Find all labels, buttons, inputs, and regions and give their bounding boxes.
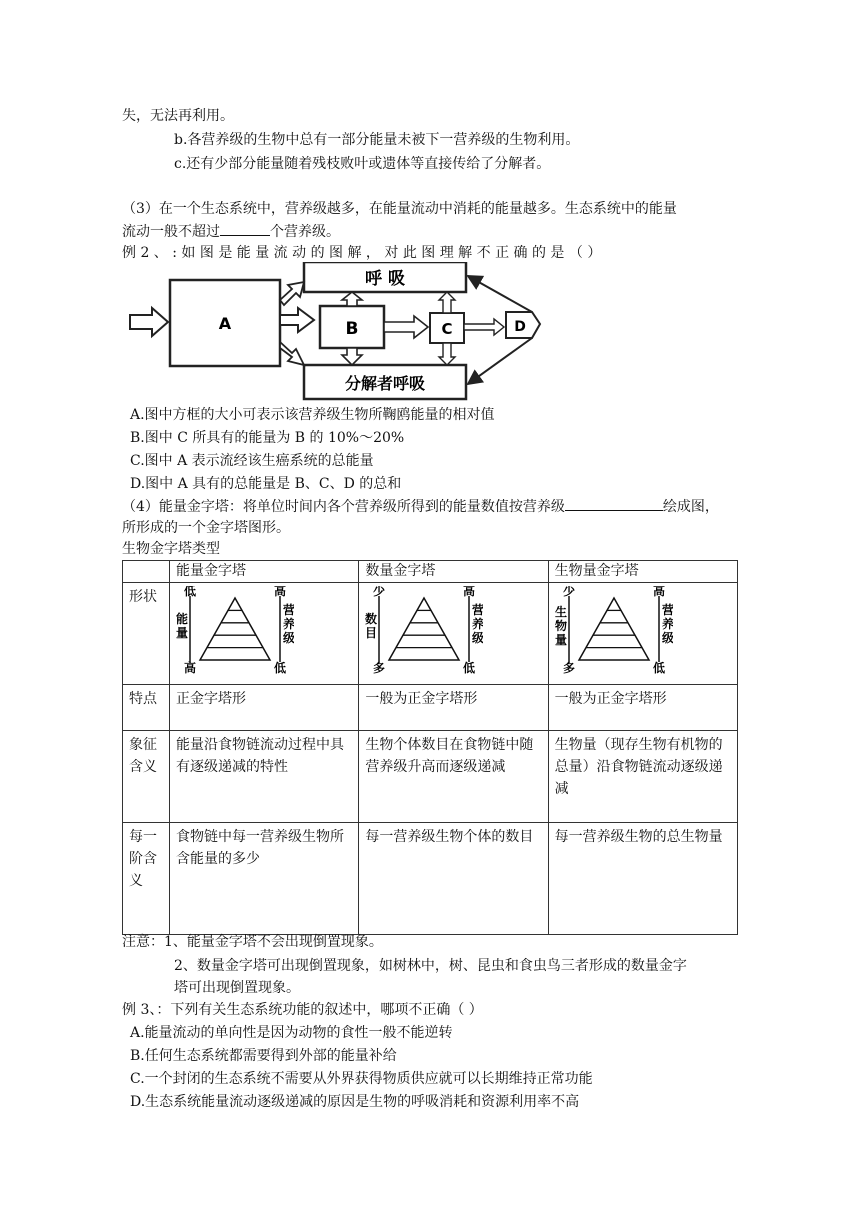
text-fragment: （4）能量金字塔：将单位时间内各个营养级所得到的能量数值按营养级 bbox=[122, 499, 565, 515]
pyramid-cell bbox=[359, 583, 548, 685]
pyramid-shape bbox=[200, 598, 270, 660]
axis-left-label-char: 能 bbox=[176, 612, 189, 626]
example-2-stem: 例 2 、 : 如 图 是 能 量 流 动 的 图 解 ， 对 此 图 理 解 不 正 确 的 是 （ ） bbox=[122, 245, 602, 261]
energy-flow-diagram bbox=[128, 262, 688, 402]
axis-right-label-char: 养 bbox=[661, 617, 673, 631]
axis-left-label-char: 量 bbox=[554, 633, 567, 647]
table-cell: 生物个体数目在食物链中随营养级升高而逐级递减 bbox=[359, 731, 548, 823]
respiration-label: 呼 吸 bbox=[365, 269, 405, 289]
axis-right-label-char: 养 bbox=[472, 617, 484, 631]
table-cell: 能量沿食物链流动过程中具有逐级递减的特性 bbox=[170, 731, 359, 823]
axis-bottom-left-label: 高 bbox=[183, 661, 197, 674]
axis-bottom-right-label: 低 bbox=[273, 661, 287, 674]
row-label-feature: 特点 bbox=[123, 685, 170, 731]
option-c: C.图中 A 表示流经该生癌系统的总能量 bbox=[130, 453, 374, 469]
table-cell: 一般为正金字塔形 bbox=[359, 685, 548, 731]
table-cell: 每一营养级生物个体的数目 bbox=[359, 823, 548, 935]
box-c-label: C bbox=[441, 320, 453, 338]
energy-pyramid-figure bbox=[176, 586, 294, 674]
axis-bottom-left-label: 多 bbox=[373, 661, 386, 674]
text-line bbox=[122, 221, 340, 242]
text-fragment: 流动一般不超过 bbox=[122, 224, 220, 240]
axis-left-label bbox=[365, 611, 377, 640]
option-d: D.图中 A 具有的总能量是 B、C、D 的总和 bbox=[130, 476, 402, 492]
axis-top-right-label: 高 bbox=[463, 586, 476, 598]
table-cell: 正金字塔形 bbox=[170, 685, 359, 731]
axis-top-right-label: 高 bbox=[652, 586, 665, 598]
table-row bbox=[123, 583, 738, 685]
box-a-label: A bbox=[218, 314, 232, 333]
axis-left-label-char: 物 bbox=[554, 619, 567, 633]
axis-right-label bbox=[472, 602, 483, 645]
axis-left-label-char: 量 bbox=[176, 626, 189, 640]
option-d: D.生态系统能量流动逐级递减的原因是生物的呼吸消耗和资源利用率不高 bbox=[130, 1094, 580, 1110]
option-a: A.图中方框的大小可表示该营养级生物所鞠鸥能量的相对值 bbox=[130, 407, 495, 423]
axis-bottom-right-label: 低 bbox=[463, 661, 476, 674]
box-b-label: B bbox=[345, 319, 359, 339]
axis-right-label-char: 级 bbox=[472, 631, 484, 645]
pyramid-cell bbox=[548, 583, 737, 685]
text-line: 失，无法再利用。 bbox=[122, 108, 234, 124]
axis-right-label-char: 养 bbox=[282, 617, 294, 631]
answer-blank bbox=[565, 496, 663, 511]
table-caption: 生物金字塔类型 bbox=[122, 541, 220, 557]
axis-right-label-char: 级 bbox=[282, 631, 294, 645]
decomposer-label: 分解者呼吸 bbox=[344, 374, 426, 393]
table-row bbox=[123, 823, 738, 935]
axis-right-label-char: 级 bbox=[661, 631, 673, 645]
table-corner-cell bbox=[123, 561, 170, 583]
option-c: C.一个封闭的生态系统不需要从外界获得物质供应就可以长期维持正常功能 bbox=[130, 1071, 593, 1087]
table-cell: 每一营养级生物的总生物量 bbox=[548, 823, 737, 935]
pyramid-cell bbox=[170, 583, 359, 685]
option-a: A.能量流动的单向性是因为动物的食性一般不能逆转 bbox=[130, 1025, 453, 1041]
axis-top-left-label: 低 bbox=[183, 586, 197, 598]
axis-right-label-char: 营 bbox=[661, 603, 673, 617]
note-2-cont: 塔可出现倒置现象。 bbox=[174, 980, 300, 996]
table-header-cell: 数量金字塔 bbox=[359, 561, 548, 583]
pyramid-types-table bbox=[122, 560, 738, 935]
axis-right-label-char: 营 bbox=[472, 603, 484, 617]
text-fragment: 绘成图， bbox=[662, 499, 719, 515]
axis-top-left-label: 少 bbox=[562, 586, 575, 598]
text-line: （3）在一个生态系统中，营养级越多，在能量流动中消耗的能量越多。生态系统中的能量 bbox=[122, 201, 677, 217]
pyramid-shape bbox=[389, 598, 459, 660]
text-line: b.各营养级的生物中总有一部分能量未被下一营养级的生物利用。 bbox=[174, 132, 580, 148]
axis-left-label bbox=[176, 611, 188, 640]
axis-right-label bbox=[283, 602, 294, 645]
axis-left-label-char: 生 bbox=[554, 605, 567, 619]
table-cell: 一般为正金字塔形 bbox=[548, 685, 737, 731]
example-3-stem: 例 3、：下列有关生态系统功能的叙述中，哪项不正确（ ） bbox=[122, 1002, 483, 1018]
text-fragment: 个营养级。 bbox=[270, 224, 340, 240]
box-d-label: D bbox=[514, 319, 526, 335]
axis-right-label bbox=[662, 602, 673, 645]
axis-top-right-label: 高 bbox=[273, 586, 287, 598]
table-header-cell: 能量金字塔 bbox=[170, 561, 359, 583]
table-row bbox=[123, 685, 738, 731]
table-header-row bbox=[123, 561, 738, 583]
pyramid-shape bbox=[579, 598, 649, 660]
text-line: c.还有少部分能量随着残枝败叶或遗体等直接传给了分解者。 bbox=[174, 156, 551, 172]
option-b: B.图中 C 所具有的能量为 B 的 10%～20% bbox=[130, 430, 405, 446]
axis-left-label-char: 数 bbox=[365, 612, 378, 626]
answer-blank bbox=[220, 221, 270, 236]
number-pyramid-figure bbox=[365, 586, 483, 674]
text-line bbox=[122, 496, 719, 517]
axis-bottom-right-label: 低 bbox=[652, 661, 665, 674]
note-1: 注意：1、能量金字塔不会出现倒置现象。 bbox=[122, 934, 383, 950]
row-label-level: 每一阶含义 bbox=[123, 823, 170, 935]
text-line: 所形成的一个金字塔图形。 bbox=[122, 520, 290, 536]
table-cell: 食物链中每一营养级生物所含能量的多少 bbox=[170, 823, 359, 935]
row-label-shape: 形状 bbox=[123, 583, 170, 685]
axis-bottom-left-label: 多 bbox=[562, 661, 575, 674]
row-label-meaning: 象征含义 bbox=[123, 731, 170, 823]
axis-right-label-char: 营 bbox=[282, 603, 294, 617]
axis-left-label bbox=[555, 604, 567, 647]
axis-top-left-label: 少 bbox=[373, 586, 386, 598]
axis-left-label-char: 目 bbox=[365, 626, 378, 640]
table-cell: 生物量（现存生物有机物的总量）沿食物链流动逐级递减 bbox=[548, 731, 737, 823]
biomass-pyramid-figure bbox=[555, 586, 673, 674]
option-b: B.任何生态系统都需要得到外部的能量补给 bbox=[130, 1048, 397, 1064]
table-row bbox=[123, 731, 738, 823]
note-2: 2、数量金字塔可出现倒置现象，如树林中，树、昆虫和食虫鸟三者形成的数量金字 bbox=[174, 958, 687, 974]
table-header-cell: 生物量金字塔 bbox=[548, 561, 737, 583]
